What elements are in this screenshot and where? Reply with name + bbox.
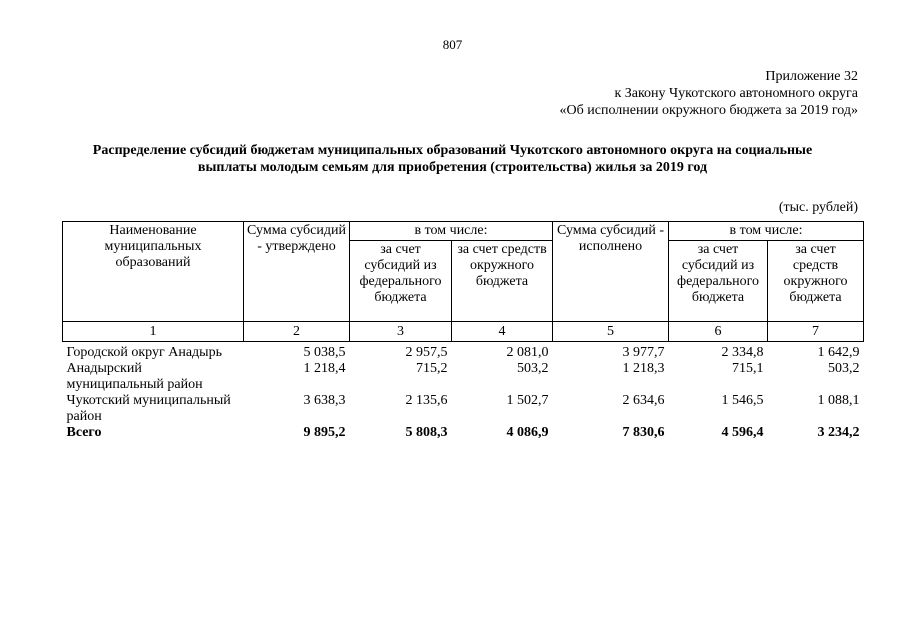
column-number: 4 xyxy=(452,322,553,342)
total-value: 4 596,4 xyxy=(721,425,764,440)
appendix-block xyxy=(560,68,858,119)
total-value: 5 808,3 xyxy=(405,425,448,440)
column-number: 2 xyxy=(244,322,350,342)
total-value: 9 895,2 xyxy=(303,425,346,440)
appendix-line-2: к Закону Чукотского автономного округа xyxy=(614,86,858,101)
header-approved: Сумма субсидий - утверждено xyxy=(244,222,350,322)
cell-value: 1 642,9 xyxy=(817,345,860,360)
total-label: Всего xyxy=(66,425,102,440)
total-value: 7 830,6 xyxy=(622,425,665,440)
cell-value: 2 081,0 xyxy=(506,345,549,360)
cell-value: 503,2 xyxy=(828,361,860,376)
appendix-line-1: Приложение 32 xyxy=(765,69,858,84)
header-federal-2: за счет субсидий из федерального бюджета xyxy=(669,241,768,322)
header-incl-2: в том числе: xyxy=(669,222,864,241)
total-value: 4 086,9 xyxy=(506,425,549,440)
cell-value: 3 638,3 xyxy=(303,393,346,408)
page-number: 807 xyxy=(442,37,463,52)
title-line-1: Распределение субсидий бюджетам муниципальных образований Чукотского автономного округа на социальные xyxy=(92,143,813,158)
column-number: 6 xyxy=(669,322,768,342)
appendix-line-3: «Об исполнении окружного бюджета за 2019 год» xyxy=(559,103,858,118)
cell-value: 2 334,8 xyxy=(721,345,764,360)
row-name: Городской округ Анадырь xyxy=(66,345,222,360)
cell-value: 1 546,5 xyxy=(721,393,764,408)
table-row xyxy=(63,342,864,362)
cell-value: 715,2 xyxy=(416,361,448,376)
cell-value: 2 634,6 xyxy=(622,393,665,408)
column-number: 7 xyxy=(768,322,864,342)
cell-value: 1 218,4 xyxy=(303,361,346,376)
total-row xyxy=(63,425,864,441)
cell-value: 2 957,5 xyxy=(405,345,448,360)
cell-value: 5 038,5 xyxy=(303,345,346,360)
column-number: 3 xyxy=(350,322,452,342)
title-line-2: выплаты молодым семьям для приобретения (строительства) жилья за 2019 год xyxy=(197,160,708,175)
header-name: Наименование муниципальных образований xyxy=(63,222,244,322)
cell-value: 715,1 xyxy=(732,361,764,376)
cell-value: 1 088,1 xyxy=(817,393,860,408)
cell-value: 1 502,7 xyxy=(506,393,549,408)
table-row xyxy=(63,361,864,393)
header-executed: Сумма субсидий - исполнено xyxy=(553,222,669,322)
document-title xyxy=(50,142,855,176)
header-regional-1: за счет средств окружного бюджета xyxy=(452,241,553,322)
row-name: Анадырский муниципальный район xyxy=(66,361,203,392)
header-federal-1: за счет субсидий из федерального бюджета xyxy=(350,241,452,322)
subsidy-table xyxy=(62,221,864,441)
column-number-row xyxy=(63,322,864,342)
header-incl-1: в том числе: xyxy=(350,222,553,241)
cell-value: 1 218,3 xyxy=(622,361,665,376)
row-name: Чукотский муниципальный район xyxy=(66,393,231,424)
header-regional-2: за счет средств окружного бюджета xyxy=(768,241,864,322)
table-row xyxy=(63,393,864,425)
column-number: 5 xyxy=(553,322,669,342)
cell-value: 3 977,7 xyxy=(622,345,665,360)
cell-value: 2 135,6 xyxy=(405,393,448,408)
total-value: 3 234,2 xyxy=(817,425,860,440)
unit-note: (тыс. рублей) xyxy=(778,200,858,215)
cell-value: 503,2 xyxy=(517,361,549,376)
column-number: 1 xyxy=(63,322,244,342)
